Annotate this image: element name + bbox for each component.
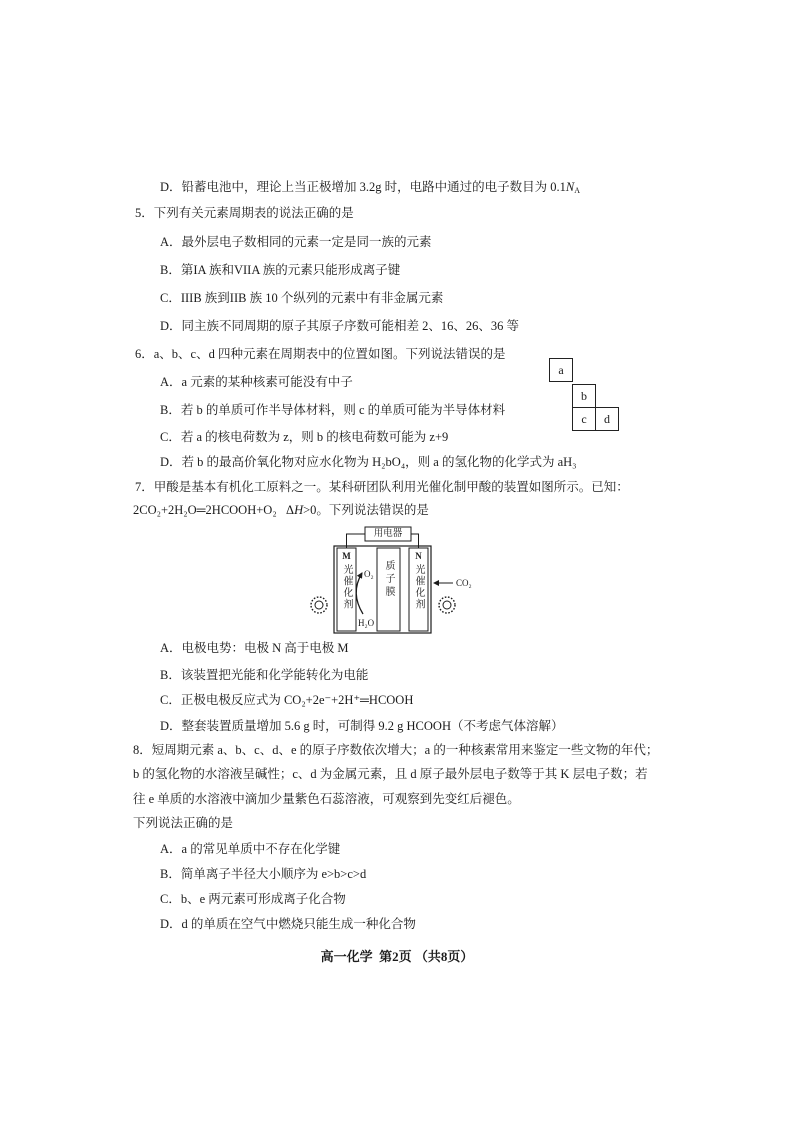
q5-option-b: B．第IA 族和VIIA 族的元素只能形成离子键 xyxy=(160,263,401,277)
page-footer: 高一化学 第2页 （共8页） xyxy=(320,949,474,964)
q5-option-d: D．同主族不同周期的原子其原子序数可能相差 2、16、26、36 等 xyxy=(160,319,520,333)
q7-equation-main: 2CO₂+2H₂O═2HCOOH+O₂ Δ xyxy=(133,503,295,517)
q6-option-b: B．若 b 的单质可作半导体材料，则 c 的单质可能为半导体材料 xyxy=(160,403,506,417)
sun-core xyxy=(315,601,323,609)
sun-rays xyxy=(439,597,455,613)
h2o-label: H₂O xyxy=(358,618,375,628)
q5-option-c: C．IIIB 族到IIB 族 10 个纵列的元素中有非金属元素 xyxy=(160,291,444,305)
electrode-m-catalyst-label: 光催化剂 xyxy=(341,564,352,610)
q7-option-a: A．电极电势：电极 N 高于电极 M xyxy=(160,641,349,655)
co2-label: CO₂ xyxy=(456,578,472,588)
q8-option-a: A．a 的常见单质中不存在化学键 xyxy=(160,842,341,856)
q4-option-d-text: D．铅蓄电池中，理论上当正极增加 3.2g 时，电路中通过的电子数目为 0.1 xyxy=(160,180,566,194)
electrode-n-catalyst-label: 光催化剂 xyxy=(413,564,424,610)
q6-stem: 6．a、b、c、d 四种元素在周期表中的位置如图。下列说法错误的是 xyxy=(135,347,506,361)
electrode-m-label: M xyxy=(342,551,351,561)
reaction-arrow xyxy=(356,573,363,614)
q7-option-d: D．整套装置质量增加 5.6 g 时，可制得 9.2 g HCOOH（不考虑气体溶解） xyxy=(160,719,564,733)
q7-equation xyxy=(133,502,429,518)
q7-option-b: B．该装置把光能和化学能转化为电能 xyxy=(160,668,369,682)
avogadro-subscript: A xyxy=(574,186,581,195)
grid-cell-c: c xyxy=(572,407,596,431)
o2-label: O₂ xyxy=(364,569,374,579)
grid-cell-d: d xyxy=(595,407,619,431)
q7-option-c: C．正极电极反应式为 CO₂+2e⁻+2H⁺═HCOOH xyxy=(160,693,414,707)
q8-option-c: C．b、e 两元素可形成离子化合物 xyxy=(160,892,346,906)
q8-option-b: B．简单离子半径大小顺序为 e>b>c>d xyxy=(160,867,367,881)
q6-option-d: D．若 b 的最高价氧化物对应水化物为 H₂bO₄，则 a 的氢化物的化学式为 aH₃ xyxy=(160,455,577,469)
load-label: 用电器 xyxy=(373,529,403,539)
sun-icon-left xyxy=(311,597,327,613)
avogadro-symbol: N xyxy=(565,180,575,194)
sun-rays xyxy=(311,597,327,613)
q6-option-c: C．若 a 的核电荷数为 z，则 b 的核电荷数可能为 z+9 xyxy=(160,430,449,444)
q7-stem: 7．甲酸是基本有机化工原料之一。某科研团队利用光催化制甲酸的装置如图所示。已知： xyxy=(135,480,629,494)
q6-option-a: A．a 元素的某种核素可能没有中子 xyxy=(160,375,353,389)
q8-stem-line-3: 往 e 单质的水溶液中滴加少量紫色石蕊溶液，可观察到先变红后褪色。 xyxy=(133,792,520,806)
grid-cell-a: a xyxy=(549,358,573,382)
q5-option-a: A．最外层电子数相同的元素一定是同一族的元素 xyxy=(160,235,432,249)
photocatalysis-device-figure xyxy=(300,520,480,640)
q5-stem: 5．下列有关元素周期表的说法正确的是 xyxy=(135,206,354,220)
q7-equation-tail: >0。下列说法错误的是 xyxy=(303,503,429,517)
q4-option-d xyxy=(160,179,580,195)
grid-cell-b: b xyxy=(572,384,596,408)
sun-core xyxy=(443,601,451,609)
sun-icon-right xyxy=(439,597,455,613)
membrane-label: 质子膜 xyxy=(383,560,394,599)
enthalpy-symbol: H xyxy=(294,503,304,517)
q8-prompt: 下列说法正确的是 xyxy=(133,816,234,830)
electrode-n-label: N xyxy=(415,551,422,561)
q8-stem-line-1: 8．短周期元素 a、b、c、d、e 的原子序数依次增大；a 的一种核素常用来鉴定一些文物的年代； xyxy=(133,743,659,757)
q8-stem-line-2: b 的氢化物的水溶液呈碱性；c、d 为金属元素，且 d 原子最外层电子数等于其 K 层电子数；若 xyxy=(133,767,648,781)
q8-option-d: D．d 的单质在空气中燃烧只能生成一种化合物 xyxy=(160,917,416,931)
